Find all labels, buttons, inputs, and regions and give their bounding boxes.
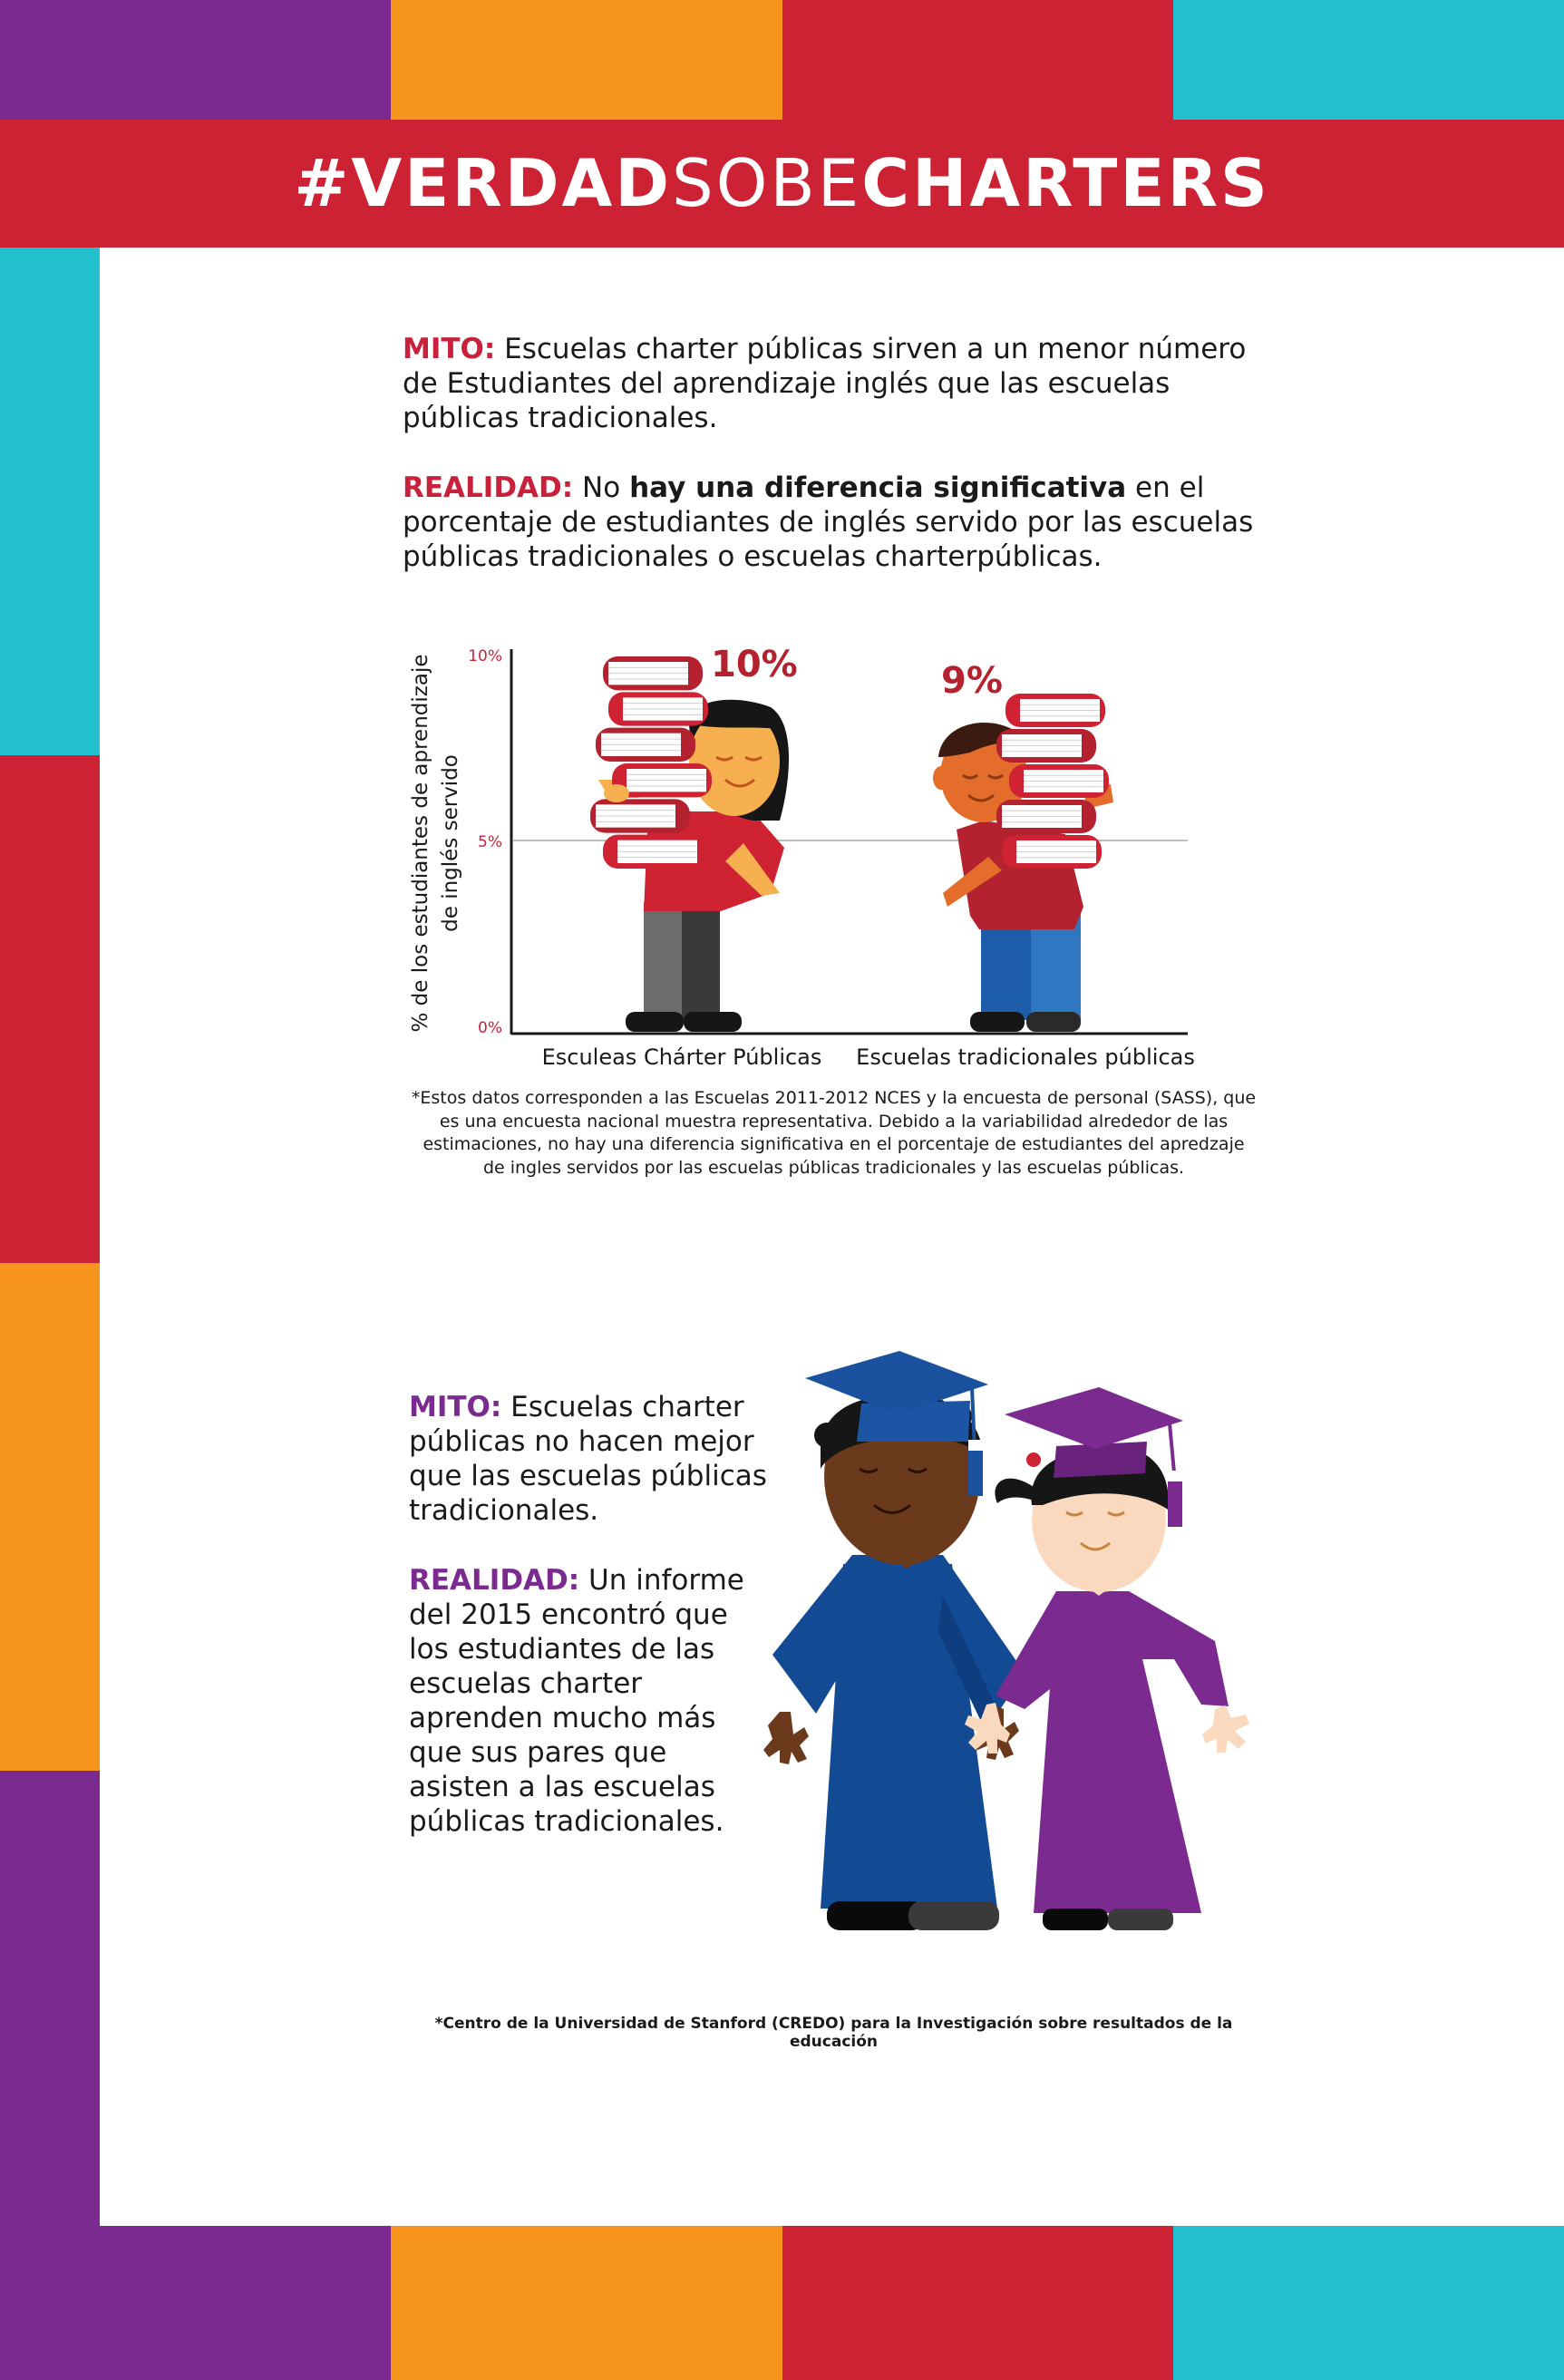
chart-footnote: *Estos datos corresponden a las Escuelas 2011-2012 NCES y la encuesta de personal (SASS), que es una encuesta nacional muestra representativa. Debido a la variabilidad alrededor de las estimaciones, no hay una diferencia significativa en el porcentaje de estudiantes del apredzaje de ingles servidos por las escuelas públicas tradicionales y las escuelas públicas.	[411, 1088, 1257, 1178]
y-tick-label: 5%	[478, 833, 502, 851]
category-label-traditional: Escuelas tradicionales públicas	[856, 1044, 1195, 1070]
reality-1-label: REALIDAD:	[403, 471, 574, 504]
reality-2-label: REALIDAD:	[409, 1564, 580, 1597]
myth-2-label: MITO:	[409, 1391, 502, 1423]
myth-1-label: MITO:	[403, 333, 496, 365]
category-label-charter: Esculeas Chárter Públicas	[541, 1044, 822, 1070]
y-tick-label: 0%	[478, 1019, 502, 1037]
title-end: CHARTERS	[861, 145, 1270, 221]
reality-2-text: Un informe del 2015 encontró que los estudiantes de las escuelas charter aprenden mucho más que sus pares que asisten a las escuelas públicas tradicionales.	[409, 1564, 744, 1838]
reality-1-pre: No	[573, 471, 630, 504]
boy-graduate-icon	[763, 1351, 1025, 1930]
title-middle: SOBE	[672, 145, 862, 221]
value-label-charter: 10%	[711, 644, 798, 685]
reality-1-bold: hay una diferencia significativa	[629, 471, 1127, 504]
y-axis-label-line2: de inglés servido	[439, 754, 462, 932]
title-hash: #VERDAD	[294, 145, 673, 221]
value-label-traditional: 9%	[941, 660, 1003, 702]
source-footnote: *Centro de la Universidad de Stanford (CREDO) para la Investigación sobre resultados de la educación	[434, 2015, 1233, 2051]
y-axis-label-line1: % de los estudiantes de aprendizaje	[409, 654, 432, 1033]
reality-1-post: en el porcentaje de estudiantes de inglés servido por las escuelas públicas tradicionales o escuelas charterpúblicas.	[403, 471, 1254, 573]
myth-2-text: Escuelas charter públicas no hacen mejor que las escuelas públicas tradicionales.	[409, 1391, 767, 1527]
y-tick-label: 10%	[468, 647, 502, 665]
myth-1-text: Escuelas charter públicas sirven a un menor número de Estudiantes del aprendizaje inglés que las escuelas públicas tradicionales.	[403, 333, 1247, 434]
